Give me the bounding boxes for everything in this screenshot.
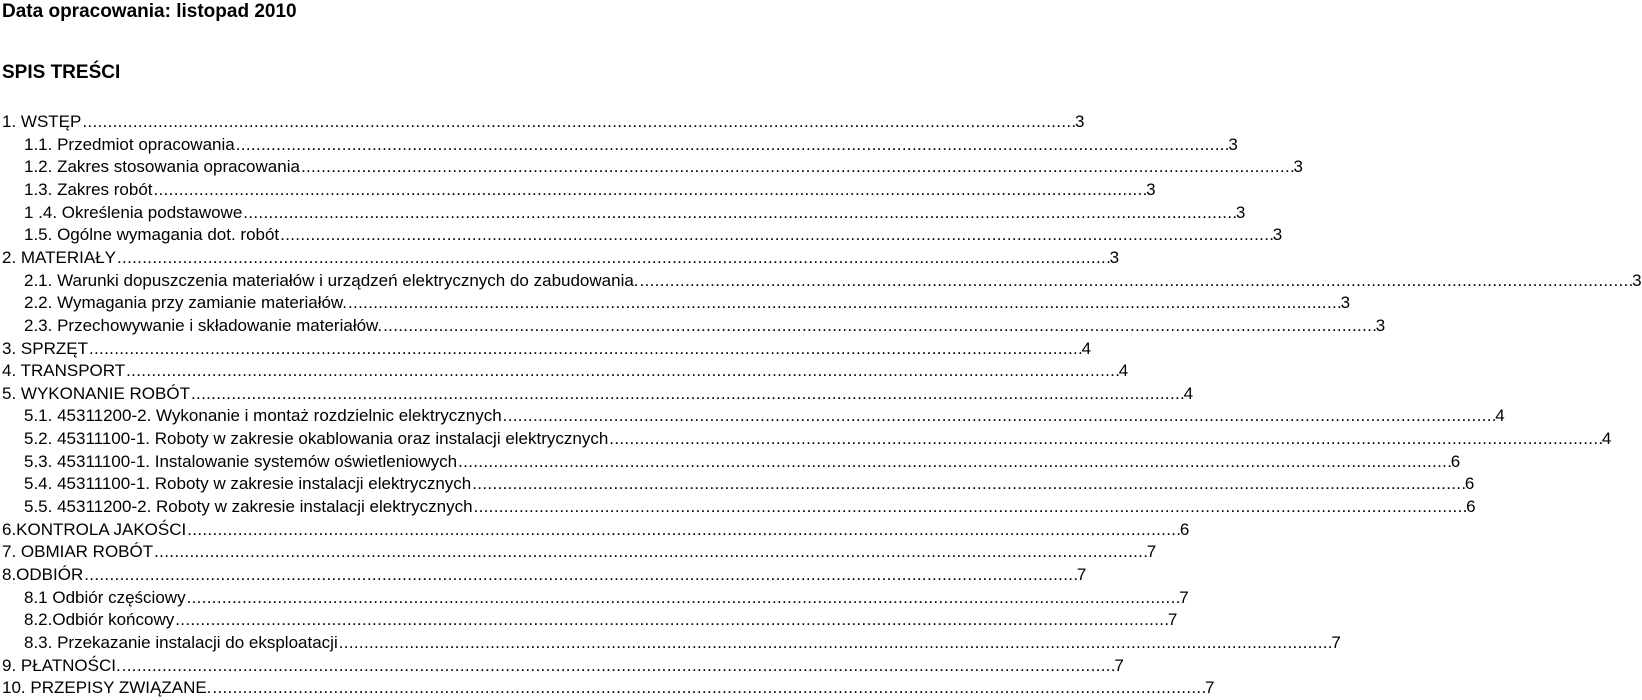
toc-dot-leader: [187, 519, 1179, 542]
toc-entry[interactable]: [2, 338, 1092, 361]
toc-entry-title: 8.1 Odbiór częściowy: [24, 587, 186, 607]
toc-entry-title: 2. MATERIAŁY: [2, 247, 116, 267]
toc-page-number: 3: [1074, 112, 1085, 131]
toc-entry-title: 2.3. Przechowywanie i składowanie materiałów.: [24, 315, 383, 335]
toc-page-number: 3: [1272, 225, 1283, 245]
toc-entry-title: 1.5. Ogólne wymagania dot. robót: [24, 225, 280, 245]
toc-page-number: 3: [1293, 157, 1304, 177]
toc-entry-title: 5.5. 45311200-2. Roboty w zakresie instalacji elektrycznych: [24, 497, 473, 517]
toc-dot-leader: [154, 179, 1146, 202]
toc-entry[interactable]: [2, 247, 1120, 270]
toc-page-number: 4: [1183, 383, 1194, 403]
toc-entry-title: 5.4. 45311100-1. Roboty w zakresie instalacji elektrycznych: [24, 474, 472, 494]
toc-dot-leader: [458, 451, 1450, 474]
toc-entry-title: 8.2.Odbiór końcowy: [24, 610, 175, 630]
toc-dot-leader: [175, 609, 1167, 632]
toc-page-number: 6: [1466, 497, 1476, 517]
toc-entry[interactable]: [24, 315, 1386, 338]
toc-entry-title: 1.1. Przedmiot opracowania: [24, 134, 235, 154]
toc-entry-title: 1. WSTĘP: [2, 112, 82, 131]
toc-page-number: 6: [1464, 474, 1475, 494]
toc-entry-title: 6.KONTROLA JAKOŚCI: [2, 519, 187, 539]
toc-entry[interactable]: [2, 360, 1129, 383]
toc-entry-title: 5.1. 45311200-2. Wykonanie i montaż rozdzielnic elektrycznych: [24, 406, 502, 426]
toc-page-number: 6: [1450, 451, 1461, 471]
toc-entry[interactable]: [2, 111, 1085, 134]
toc-dot-leader: [472, 473, 1464, 496]
toc-page-number: 3: [1235, 202, 1246, 222]
toc-page-number: 7: [1146, 542, 1157, 562]
toc-page-number: 7: [1179, 587, 1189, 607]
toc-dot-leader: [191, 383, 1183, 406]
document-date-heading: Data opracowania: listopad 2010: [2, 1, 297, 22]
toc-page-number: 4: [1118, 361, 1129, 381]
toc-dot-leader: [212, 677, 1204, 700]
toc-entry-title: 2.1. Warunki dopuszczenia materiałów i urządzeń elektrycznych do zabudowania.: [24, 270, 639, 290]
toc-dot-leader: [82, 111, 1074, 134]
toc-heading: SPIS TREŚCI: [2, 62, 121, 83]
toc-entry[interactable]: [2, 541, 1157, 564]
toc-page-number: 3: [1228, 134, 1238, 154]
toc-page-number: 4: [1495, 406, 1505, 426]
toc-page-number: 3: [1340, 293, 1351, 313]
toc-entry-title: 8.3. Przekazanie instalacji do eksploatacji: [24, 632, 338, 652]
toc-entry-title: 10. PRZEPISY ZWIĄZANE.: [2, 678, 212, 698]
toc-entry[interactable]: [24, 405, 1505, 428]
toc-dot-leader: [117, 247, 1109, 270]
toc-page-number: 7: [1331, 632, 1341, 652]
toc-entry-title: 3. SPRZĘT: [2, 338, 88, 358]
toc-dot-leader: [609, 428, 1601, 451]
toc-entry[interactable]: [24, 496, 1476, 519]
toc-dot-leader: [348, 292, 1340, 315]
toc-entry-title: 4. TRANSPORT: [2, 361, 126, 381]
toc-page-number: 7: [1114, 655, 1124, 675]
toc-entry-title: 2.2. Wymagania przy zamianie materiałów.: [24, 293, 347, 313]
toc-page-number: 7: [1167, 610, 1178, 630]
toc-entry-title: 5.3. 45311100-1. Instalowanie systemów oświetleniowych: [24, 451, 458, 471]
toc-page-number: 4: [1601, 429, 1612, 449]
toc-entry-title: 5. WYKONANIE ROBÓT: [2, 383, 190, 403]
toc-entry[interactable]: [2, 655, 1124, 678]
toc-entry[interactable]: [24, 134, 1238, 157]
toc-page-number: 6: [1179, 519, 1190, 539]
toc-dot-leader: [474, 496, 1466, 519]
toc-dot-leader: [126, 360, 1118, 383]
toc-dot-leader: [154, 541, 1146, 564]
toc-dot-leader: [339, 632, 1331, 655]
toc-dot-leader: [122, 655, 1114, 678]
toc-dot-leader: [383, 315, 1375, 338]
toc-entry[interactable]: [2, 564, 1087, 587]
toc-entry-title: 1.2. Zakres stosowania opracowania: [24, 157, 300, 177]
toc-entry[interactable]: [24, 202, 1246, 225]
toc-dot-leader: [640, 270, 1632, 293]
toc-dot-leader: [236, 134, 1228, 157]
toc-entry[interactable]: [24, 292, 1351, 315]
toc-page-number: 7: [1205, 678, 1215, 698]
toc-entry[interactable]: [24, 587, 1189, 610]
toc-page-number: 3: [1375, 315, 1386, 335]
toc-entry[interactable]: [2, 677, 1215, 700]
toc-entry[interactable]: [24, 179, 1156, 202]
toc-dot-leader: [89, 338, 1081, 361]
toc-entry-title: 8.ODBIÓR: [2, 565, 84, 584]
toc-dot-leader: [187, 587, 1179, 610]
toc-dot-leader: [301, 156, 1293, 179]
toc-entry-title: 9. PŁATNOŚCI.: [2, 655, 121, 675]
toc-entry[interactable]: [24, 632, 1341, 655]
toc-entry[interactable]: [24, 156, 1304, 179]
toc-dot-leader: [503, 405, 1495, 428]
toc-page-number: 3: [1109, 247, 1120, 267]
toc-entry[interactable]: [24, 428, 1612, 451]
toc-entry-title: 5.2. 45311100-1. Roboty w zakresie okablowania oraz instalacji elektrycznych: [24, 429, 609, 449]
toc-dot-leader: [243, 202, 1235, 225]
toc-entry-title: 1 .4. Określenia podstawowe: [24, 202, 243, 222]
toc-entry-title: 7. OBMIAR ROBÓT: [2, 542, 154, 562]
toc-entry-title: 1.3. Zakres robót: [24, 179, 153, 199]
toc-page-number: 3: [1146, 179, 1156, 199]
toc-entry[interactable]: [2, 519, 1190, 542]
toc-entry[interactable]: [2, 383, 1194, 406]
toc-page-number: 4: [1081, 338, 1092, 358]
toc-entry[interactable]: [24, 224, 1283, 247]
toc-dot-leader: [280, 224, 1272, 247]
toc-dot-leader: [84, 564, 1076, 587]
toc-entry[interactable]: [24, 270, 1642, 293]
toc-page-number: 7: [1076, 565, 1087, 584]
toc-page-number: 3: [1632, 270, 1642, 290]
toc-entry[interactable]: [24, 451, 1461, 474]
toc-entry[interactable]: [24, 609, 1178, 632]
toc-entry[interactable]: [24, 473, 1475, 496]
